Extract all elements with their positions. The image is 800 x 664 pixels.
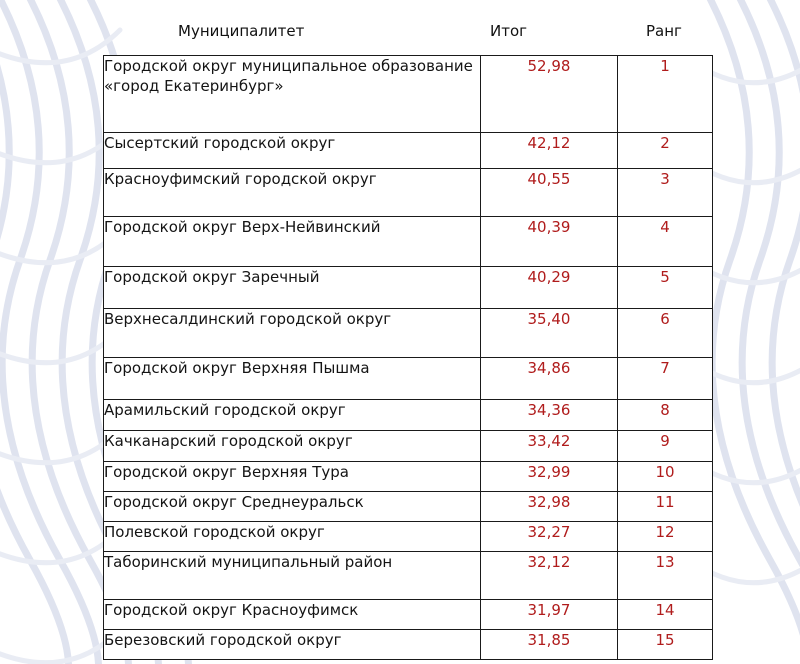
table-row — [104, 552, 713, 600]
total-cell: 33,42 — [481, 431, 618, 462]
header-rank: Ранг — [646, 22, 682, 40]
municipality-cell: Городской округ муниципальное образование «город Екатеринбург» — [104, 56, 481, 133]
municipality-cell: Городской округ Заречный — [104, 267, 481, 309]
rank-cell: 4 — [618, 217, 713, 267]
table-row — [104, 600, 713, 630]
municipality-cell: Верхнесалдинский городской округ — [104, 309, 481, 358]
rank-cell: 12 — [618, 522, 713, 552]
table-row — [104, 169, 713, 217]
rank-cell: 10 — [618, 462, 713, 492]
total-cell: 32,99 — [481, 462, 618, 492]
rank-cell: 2 — [618, 133, 713, 169]
total-cell: 31,97 — [481, 600, 618, 630]
rank-cell: 8 — [618, 400, 713, 431]
total-cell: 40,29 — [481, 267, 618, 309]
table-row — [104, 522, 713, 552]
municipality-cell: Красноуфимский городской округ — [104, 169, 481, 217]
total-cell: 31,85 — [481, 630, 618, 660]
table-row — [104, 133, 713, 169]
total-cell: 32,27 — [481, 522, 618, 552]
municipality-cell: Городской округ Верх-Нейвинский — [104, 217, 481, 267]
municipality-cell: Качканарский городской округ — [104, 431, 481, 462]
table-row — [104, 630, 713, 660]
municipality-cell: Полевской городской округ — [104, 522, 481, 552]
table-row — [104, 462, 713, 492]
table-row — [104, 400, 713, 431]
table-row — [104, 56, 713, 133]
table-row — [104, 309, 713, 358]
table-row — [104, 492, 713, 522]
rank-cell: 5 — [618, 267, 713, 309]
table-row — [104, 358, 713, 400]
rank-cell: 7 — [618, 358, 713, 400]
rank-cell: 1 — [618, 56, 713, 133]
municipality-cell: Березовский городской округ — [104, 630, 481, 660]
rank-cell: 13 — [618, 552, 713, 600]
total-cell: 32,12 — [481, 552, 618, 600]
header-municipality: Муниципалитет — [178, 22, 305, 40]
rank-cell: 3 — [618, 169, 713, 217]
rank-cell: 6 — [618, 309, 713, 358]
total-cell: 52,98 — [481, 56, 618, 133]
total-cell: 32,98 — [481, 492, 618, 522]
total-cell: 35,40 — [481, 309, 618, 358]
municipality-cell: Городской округ Верхняя Тура — [104, 462, 481, 492]
municipality-cell: Арамильский городской округ — [104, 400, 481, 431]
table-row — [104, 217, 713, 267]
total-cell: 42,12 — [481, 133, 618, 169]
municipality-cell: Сысертский городской округ — [104, 133, 481, 169]
rank-cell: 11 — [618, 492, 713, 522]
table-row — [104, 267, 713, 309]
table-row — [104, 431, 713, 462]
municipality-cell: Городской округ Красноуфимск — [104, 600, 481, 630]
table-header — [0, 18, 800, 46]
total-cell: 34,36 — [481, 400, 618, 431]
municipality-cell: Таборинский муниципальный район — [104, 552, 481, 600]
rank-cell: 9 — [618, 431, 713, 462]
total-cell: 40,55 — [481, 169, 618, 217]
rank-cell: 15 — [618, 630, 713, 660]
municipality-cell: Городской округ Среднеуральск — [104, 492, 481, 522]
municipality-cell: Городской округ Верхняя Пышма — [104, 358, 481, 400]
total-cell: 40,39 — [481, 217, 618, 267]
results-table — [103, 55, 713, 660]
total-cell: 34,86 — [481, 358, 618, 400]
rank-cell: 14 — [618, 600, 713, 630]
header-total: Итог — [490, 22, 528, 40]
